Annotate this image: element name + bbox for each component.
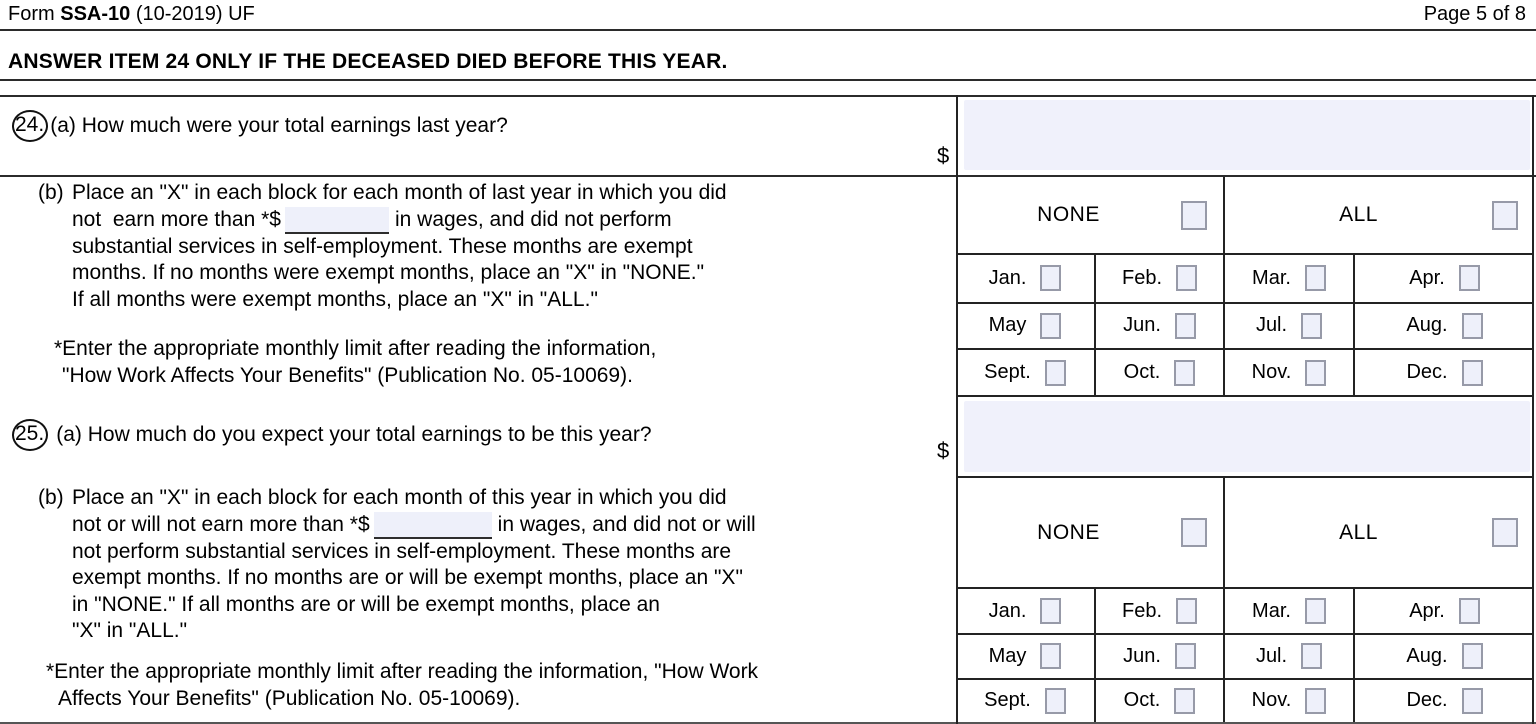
dollar-sign-25: $ [937,438,950,463]
month-cell [1094,678,1223,722]
q24b-line2-pre: not earn more than *$ [72,207,281,231]
month-cell [1223,348,1353,395]
instruction-heading: ANSWER ITEM 24 ONLY IF THE DECEASED DIED BEFORE THIS YEAR. [8,50,728,73]
footnote-25-line2: Affects Your Benefits" (Publication No. 05-10069). [58,686,521,710]
month-label: Oct. [1123,361,1161,384]
q24b-label: (b) [38,181,64,204]
none-all-row-24 [956,177,1534,253]
month-label: May [988,644,1027,667]
month-label: Mar. [1252,599,1291,622]
month-label: Apr. [1409,266,1445,289]
month-cell [1223,633,1353,677]
month-label: Apr. [1409,599,1445,622]
none-label-25: NONE [1037,520,1100,544]
month-checkbox-jul-25[interactable] [1301,643,1322,669]
month-label: Jun. [1123,314,1161,337]
all-label-25: ALL [1339,520,1378,544]
monthly-limit-24-input[interactable] [285,207,389,234]
question-24a [12,110,508,142]
month-cell [1223,302,1353,349]
month-cell [956,678,1094,722]
month-cell [1094,589,1223,633]
month-checkbox-sept-24[interactable] [1045,360,1066,386]
expected-earnings-input[interactable] [964,401,1530,472]
month-label: May [988,314,1027,337]
month-cell [1223,255,1353,302]
month-label: Nov. [1251,689,1292,712]
month-cell [1353,348,1534,395]
q24b-line5: If all months were exempt months, place an "X" in "ALL." [72,287,598,311]
month-label: Jul. [1255,314,1288,337]
page-number: Page 5 of 8 [1423,3,1526,25]
month-checkbox-mar-25[interactable] [1305,598,1326,624]
item-25-number: 25. [12,419,48,451]
month-checkbox-feb-24[interactable] [1176,265,1197,291]
month-checkbox-dec-24[interactable] [1462,360,1483,386]
month-checkbox-oct-25[interactable] [1174,688,1195,714]
month-cell [956,255,1094,302]
month-cell [956,589,1094,633]
month-label: Feb. [1121,599,1163,622]
q25a-label: (a) [56,423,82,446]
question-25a [12,419,652,451]
form-suffix: (10-2019) UF [135,3,255,25]
form-prefix: Form [8,3,55,25]
monthly-limit-25-input[interactable] [374,512,492,539]
month-label: Nov. [1251,361,1292,384]
month-label: Dec. [1406,361,1448,384]
month-checkbox-jul-24[interactable] [1301,313,1322,339]
checkbox-all-24[interactable] [1492,201,1518,230]
month-cell [1353,302,1534,349]
item-24-number: 24. [12,110,48,142]
month-cell [956,633,1094,677]
month-checkbox-mar-24[interactable] [1305,265,1326,291]
month-checkbox-jan-24[interactable] [1040,265,1061,291]
month-label: Mar. [1252,266,1291,289]
month-checkbox-nov-25[interactable] [1305,688,1326,714]
all-cell-24 [1223,177,1534,253]
checkbox-none-24[interactable] [1181,201,1207,230]
none-cell-25 [956,478,1223,587]
checkbox-all-25[interactable] [1492,518,1518,547]
footnote-24-line2: "How Work Affects Your Benefits" (Publication No. 05-10069). [62,363,633,387]
month-checkbox-nov-24[interactable] [1305,360,1326,386]
question-25b [38,485,962,645]
month-checkbox-jan-25[interactable] [1040,598,1061,624]
month-checkbox-may-24[interactable] [1040,313,1061,339]
month-label: Aug. [1406,314,1448,337]
month-checkbox-may-25[interactable] [1040,643,1061,669]
q24a-label: (a) [50,114,76,137]
q24b-text [72,180,727,313]
q24b-line2-post: in wages, and did not perform [394,207,672,231]
month-cell [1223,678,1353,722]
month-label: Aug. [1406,644,1448,667]
form-id-header [8,3,255,26]
q25b-line1: Place an "X" in each block for each month of this year in which you did [72,486,727,509]
month-checkbox-jun-24[interactable] [1175,313,1196,339]
month-checkbox-jun-25[interactable] [1175,643,1196,669]
q24a-text: How much were your total earnings last year? [81,114,508,137]
month-label: Jan. [988,599,1027,622]
q25b-line2-post: in wages, and did not or will [497,512,756,536]
table-top-border [0,95,1536,97]
dollar-sign-24: $ [937,143,950,168]
all-label-24: ALL [1339,203,1378,226]
months-grid-25 [956,587,1534,722]
month-checkbox-sept-25[interactable] [1045,688,1066,714]
header-divider [0,29,1536,31]
month-cell [956,302,1094,349]
q24b-line3: substantial services in self-employment. These months are exempt [72,234,693,258]
none-cell-24 [956,177,1223,253]
month-label: Sept. [984,689,1031,712]
none-all-row-25 [956,478,1534,587]
footnote-24-line1: *Enter the appropriate monthly limit after reading the information, [54,337,657,360]
q25a-text: How much do you expect your total earnings to be this year? [87,423,652,446]
month-checkbox-oct-24[interactable] [1174,360,1195,386]
month-label: Sept. [984,361,1031,384]
month-cell [1353,633,1534,677]
form-number: SSA-10 [60,3,131,25]
month-checkbox-feb-25[interactable] [1176,598,1197,624]
checkbox-none-25[interactable] [1181,518,1207,547]
month-cell [1223,589,1353,633]
month-cell [1353,589,1534,633]
month-checkbox-apr-24[interactable] [1459,265,1480,291]
footnote-24 [54,336,656,389]
month-checkbox-aug-25[interactable] [1462,643,1483,669]
q24b-line4: months. If no months were exempt months, place an "X" in "NONE." [72,261,705,284]
month-label: Jun. [1123,644,1161,667]
month-cell [1094,302,1223,349]
q25b-line4: exempt months. If no months are or will be exempt months, place an "X" [72,566,743,589]
month-cell [1094,348,1223,395]
q25b-line2-pre: not or will not earn more than *$ [72,512,370,536]
none-label-24: NONE [1037,203,1100,226]
months-grid-24 [956,253,1534,397]
q25b-text [72,485,756,645]
month-label: Jan. [988,266,1027,289]
instruction-divider [0,79,1536,81]
month-label: Dec. [1406,689,1448,712]
all-cell-25 [1223,478,1534,587]
question-24b [38,180,958,313]
month-label: Oct. [1123,689,1161,712]
q25b-label: (b) [38,486,64,509]
q25b-line5: in "NONE." If all months are or will be exempt months, place an [72,592,660,616]
month-cell [1353,678,1534,722]
q25b-line6: "X" in "ALL." [72,619,188,642]
footnote-25-line1: *Enter the appropriate monthly limit after reading the information, "How Work [46,660,759,683]
month-label: Jul. [1255,644,1288,667]
month-label: Feb. [1121,266,1163,289]
month-cell [1353,255,1534,302]
month-cell [1094,255,1223,302]
month-cell [1094,633,1223,677]
earnings-last-year-input[interactable] [964,100,1530,170]
q25b-line3: not perform substantial services in self-employment. These months are [72,539,732,563]
month-checkbox-aug-24[interactable] [1462,313,1483,339]
q24b-line1: Place an "X" in each block for each month of last year in which you did [72,181,727,204]
month-cell [956,348,1094,395]
month-checkbox-apr-25[interactable] [1459,598,1480,624]
footnote-25 [46,659,758,712]
month-checkbox-dec-25[interactable] [1462,688,1483,714]
